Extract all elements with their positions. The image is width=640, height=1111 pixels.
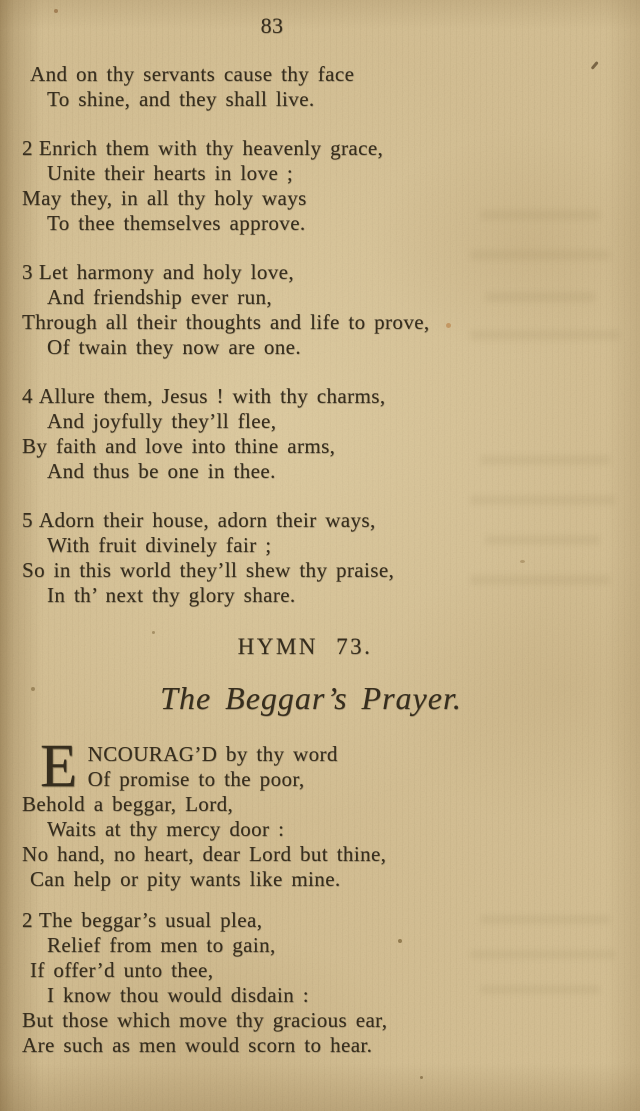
verse-line-text: Adorn their house, adorn their ways, [38, 508, 376, 532]
verse-line: Of promise to the poor, [87, 767, 305, 791]
verse-line: With fruit divinely fair ; [47, 533, 272, 557]
verse-line: Are such as men would scorn to hear. [22, 1033, 373, 1057]
verse-line: May they, in all thy holy ways [22, 186, 307, 210]
verse-line [22, 908, 610, 933]
verse-number: 5 [22, 508, 33, 532]
verse-line: And friendship ever run, [47, 285, 273, 309]
hymn-72-stanza-5 [22, 508, 610, 608]
verse-line: Of twain they now are one. [47, 335, 301, 359]
verse-line: And thus be one in thee. [47, 459, 276, 483]
hymn-72-stanza-3 [22, 260, 610, 360]
verse-line-text: Allure them, Jesus ! with thy charms, [38, 384, 386, 408]
verse-line-text: The beggar’s usual plea, [38, 908, 263, 932]
verse-line: Through all their thoughts and life to prove, [22, 310, 430, 334]
verse-line: Relief from men to gain, [47, 933, 276, 957]
hymn-72-stanza-continuation [22, 62, 610, 112]
verse-line: If offer’d unto thee, [30, 958, 214, 982]
verse-line: But those which move thy gracious ear, [22, 1008, 388, 1032]
verse-line: By faith and love into thine arms, [22, 434, 336, 458]
verse-line [22, 136, 610, 161]
verse-line-text: Let harmony and holy love, [38, 260, 294, 284]
paper-speck [420, 1076, 423, 1079]
hymn-72-stanza-2 [22, 136, 610, 236]
verse-line [22, 384, 610, 409]
page-number: 83 [260, 13, 284, 38]
hymn-73-stanza-2 [22, 908, 610, 1058]
drop-cap-initial: E [40, 733, 78, 800]
verse-line: So in this world they’ll shew thy praise, [22, 558, 395, 582]
verse-line: To thee themselves approve. [47, 211, 306, 235]
verse-number: 4 [22, 384, 33, 408]
verse-line [22, 260, 610, 285]
hymn-73-stanza-1 [22, 733, 610, 892]
verse-line [22, 508, 610, 533]
hymn-heading: HYMN 73. [237, 634, 373, 659]
verse-line: Unite their hearts in love ; [47, 161, 294, 185]
verse-line: Behold a beggar, Lord, [22, 792, 234, 816]
verse-line-text: Enrich them with thy heavenly grace, [38, 136, 384, 160]
hymn-72-stanza-4 [22, 384, 610, 484]
verse-line: And on thy servants cause thy face [30, 62, 355, 86]
verse-number: 2 [22, 908, 33, 932]
verse-line: I know thou would disdain : [47, 983, 310, 1007]
verse-line: And joyfully they’ll flee, [47, 409, 277, 433]
verse-line: Waits at thy mercy door : [47, 817, 285, 841]
hymn-title: The Beggar’s Prayer. [160, 680, 462, 716]
verse-line: Can help or pity wants like mine. [30, 867, 341, 891]
verse-line: In th’ next thy glory share. [47, 583, 296, 607]
verse-line: To shine, and they shall live. [47, 87, 315, 111]
verse-number: 2 [22, 136, 33, 160]
verse-number: 3 [22, 260, 33, 284]
verse-line: No hand, no heart, dear Lord but thine, [22, 842, 387, 866]
verse-line: NCOURAG’D by thy word [87, 742, 338, 766]
